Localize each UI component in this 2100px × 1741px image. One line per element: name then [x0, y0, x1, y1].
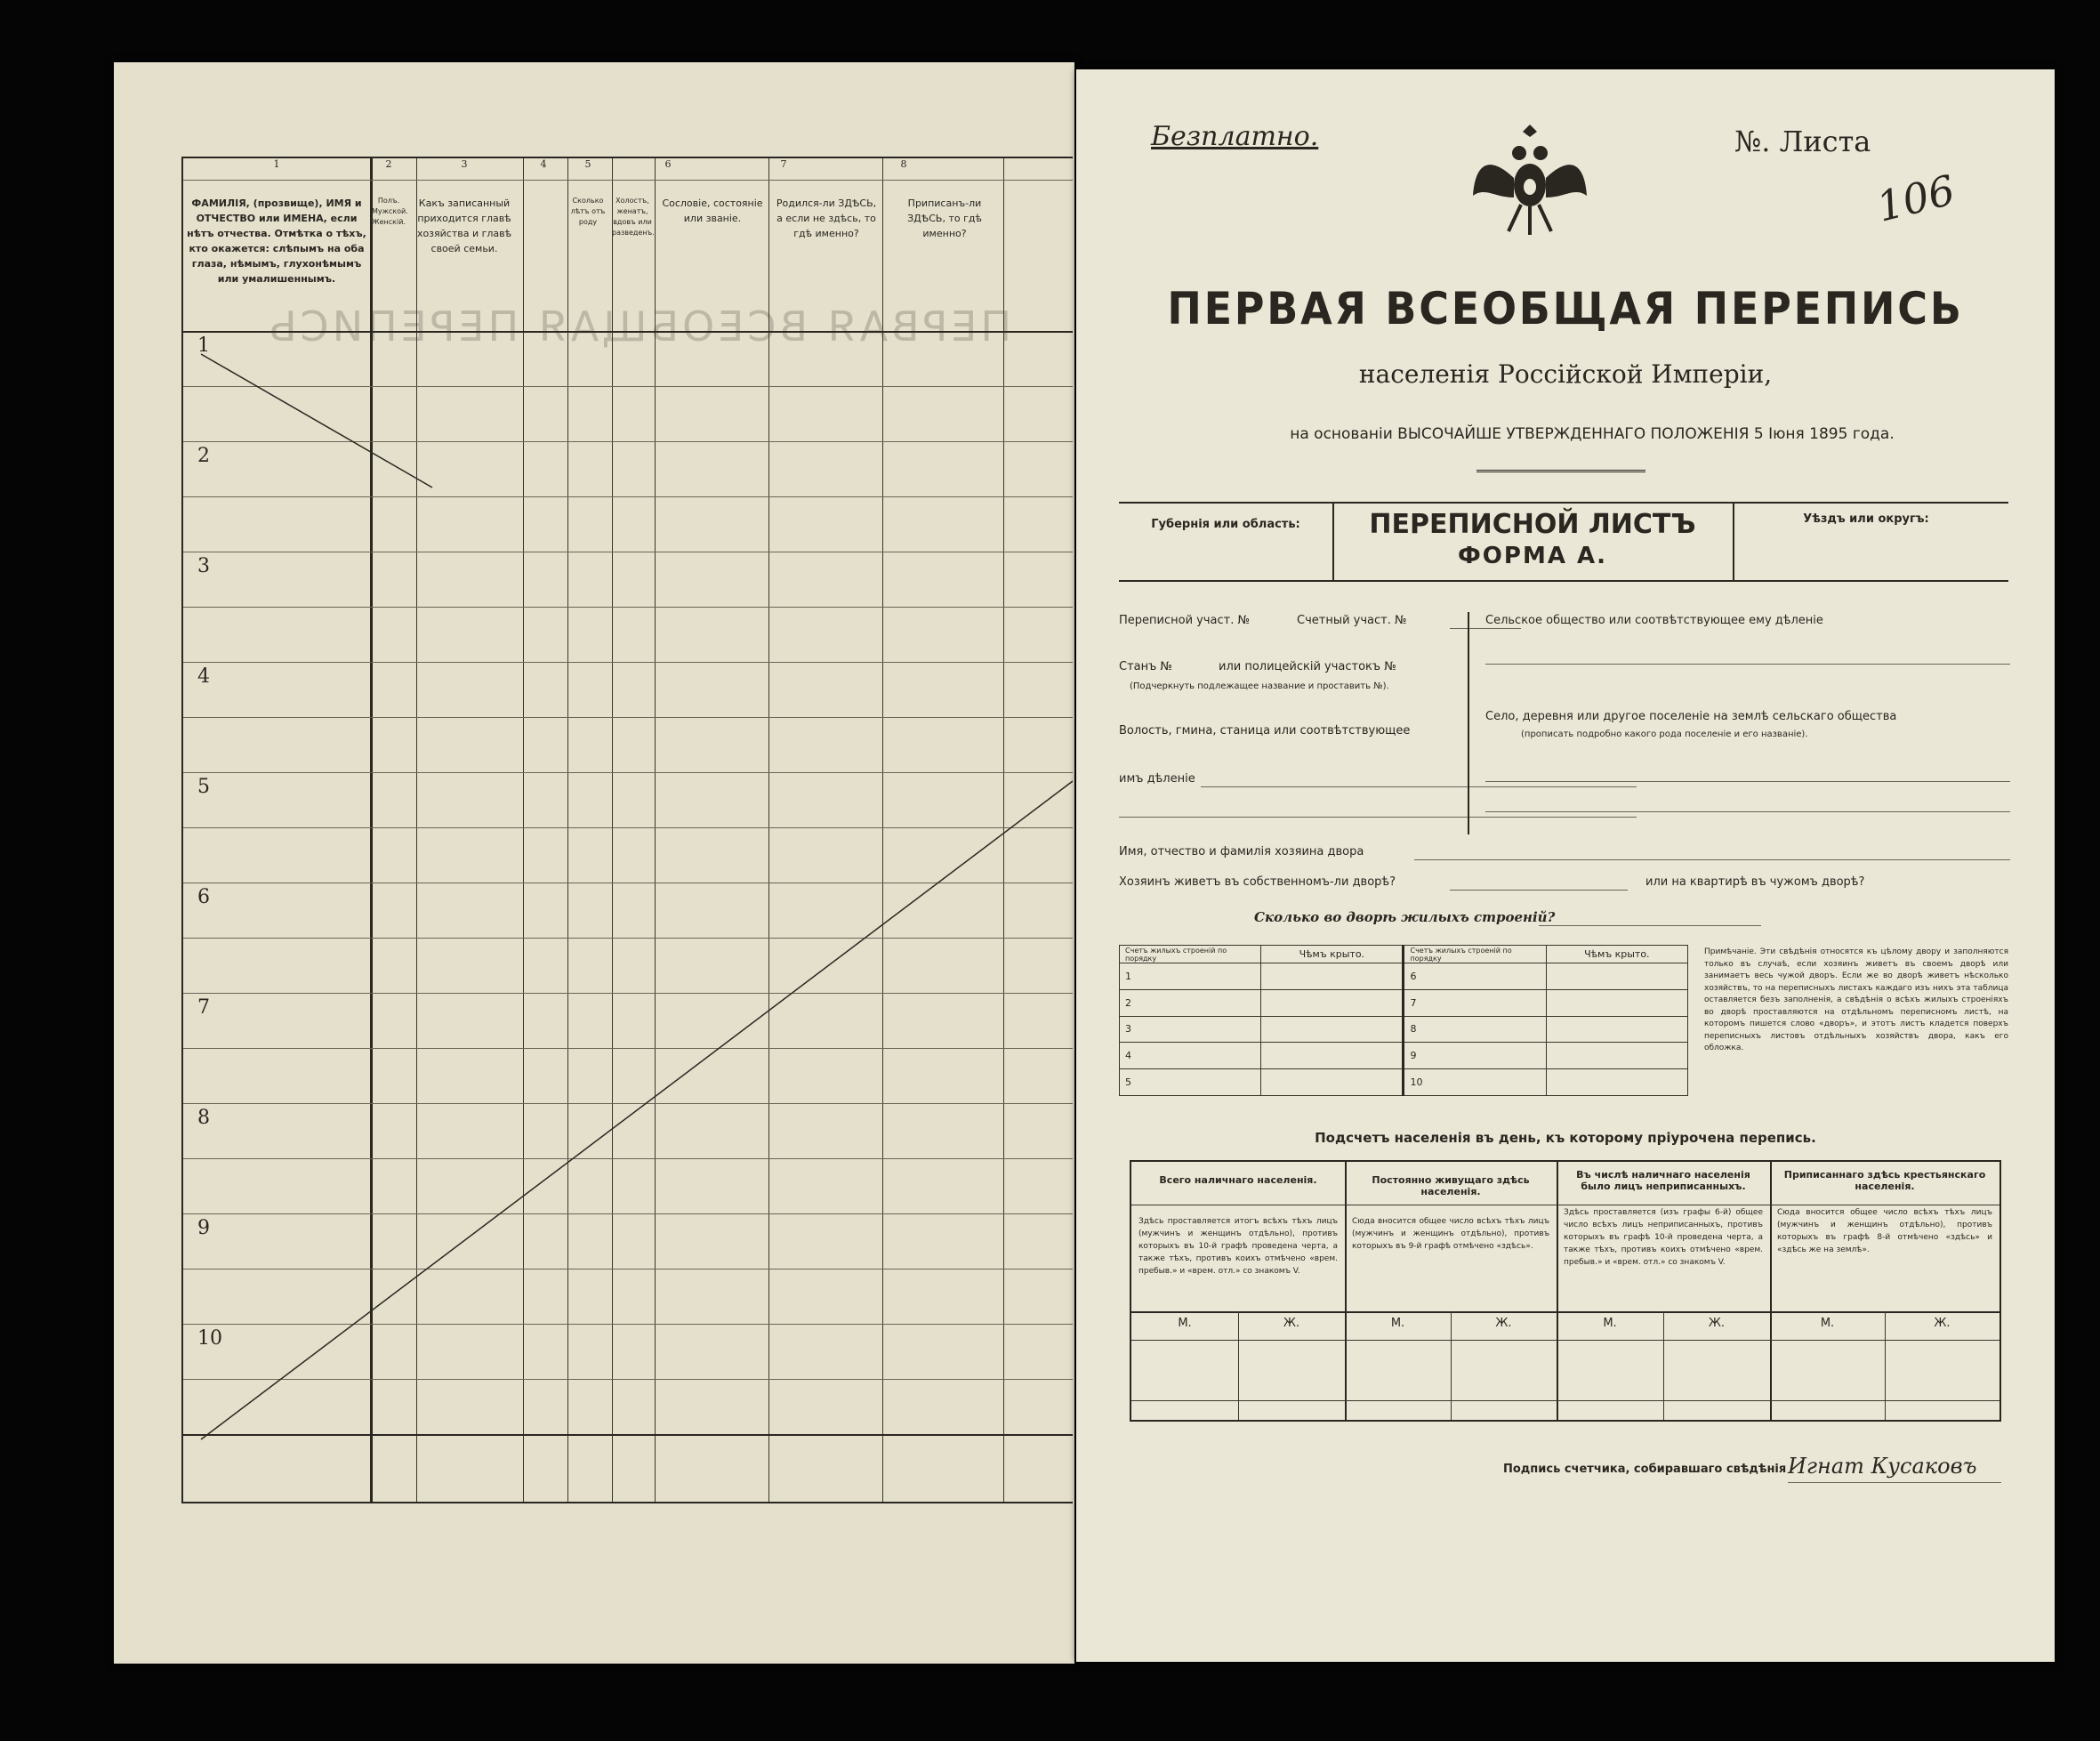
tally-column-desc: Сюда вносится общее число всѣхъ тѣхъ лицъ (мужчинъ и женщинъ отдѣльно), противъ которыхъ въ графѣ 8-й отмѣчено «здѣсь» и «здѣсь же на землѣ».	[1777, 1208, 1992, 1254]
male-label: М.	[1820, 1317, 1835, 1330]
own-yard-label: Хозяинъ живетъ въ собственномъ-ли дворѣ?	[1119, 875, 1396, 889]
column-header-age: Сколько лѣтъ отъ роду	[570, 197, 606, 226]
row-number: 5	[197, 776, 210, 798]
column-header-relation: Какъ записанный приходится главѣ хозяйства и главѣ своей семьи.	[416, 197, 512, 254]
female-label: Ж.	[1495, 1317, 1512, 1330]
village-instruction: (прописать подробно какого рода поселеніе и его названіе).	[1521, 729, 1808, 739]
column-number: 7	[780, 158, 787, 170]
row-number: 6	[197, 886, 210, 908]
column-header-marital: Холостъ, женатъ, вдовъ или разведенъ.	[612, 197, 655, 237]
male-label: М.	[1603, 1317, 1617, 1330]
building-row-number: 4	[1120, 1043, 1261, 1069]
census-grid	[181, 157, 1073, 1503]
building-row-number: 2	[1120, 989, 1261, 1016]
female-label: Ж.	[1283, 1317, 1300, 1330]
column-number: 6	[664, 158, 672, 170]
title-divider	[1476, 470, 1645, 472]
stan-label: Станъ №	[1119, 660, 1172, 673]
tally-column	[1557, 1162, 1772, 1420]
building-row-number: 5	[1120, 1069, 1261, 1096]
sheet-number-label: №. Листа	[1734, 125, 1871, 158]
buildings-note: Примѣчаніе. Эти свѣдѣнія относятся къ цѣлому двору и заполняются только въ случаѣ, если хозяинъ живетъ въ своемъ дворѣ или занимаетъ весь чужой дворъ. Если же во дворѣ живетъ нѣсколько хозяйствъ, то на переписныхъ листахъ каждаго изъ нихъ эта таблица оставляется безъ заполненія, а свѣдѣнія о всѣхъ жилыхъ строеніяхъ во дворѣ проставляются на отдѣльномъ переписномъ листѣ, на которомъ пишется слово «дворъ», и этотъ листъ кладется поверхъ переписныхъ листовъ отдѣльныхъ хозяйствъ двора, какъ его обложка.	[1704, 947, 2008, 1052]
document-subtitle: населенія Россійской Имперіи,	[1358, 359, 1773, 389]
column-header-sex: Полъ. Мужской. Женскій.	[372, 197, 408, 226]
owner-line-label: Имя, отчество и фамилія хозяина двора	[1119, 845, 1364, 858]
column-header-registered: Приписанъ-ли ЗДѢСЬ, то гдѣ именно?	[907, 197, 982, 239]
tally-column	[1131, 1162, 1347, 1420]
building-row-number: 3	[1120, 1016, 1261, 1043]
female-label: Ж.	[1708, 1317, 1726, 1330]
buildings-col-header: Счетъ жилыхъ строеній по порядку	[1120, 946, 1261, 963]
signature-label: Подпись счетчика, собиравшаго свѣдѣнія	[1503, 1463, 1787, 1476]
tally-column-desc: Здѣсь проставляется (изъ графы 6-й) общее число всѣхъ лицъ неприписанныхъ, противъ которыхъ въ графѣ 10-й проведена черта, а также тѣхъ, противъ коихъ отмѣчено «врем. пребыв.» и «врем. отл.» со знакомъ V.	[1564, 1208, 1763, 1267]
rural-society-label: Сельское общество или соотвѣтствующее ему дѣленіе	[1485, 614, 1823, 627]
tally-table	[1130, 1160, 2001, 1422]
form-header-band	[1119, 502, 2008, 582]
male-label: М.	[1390, 1317, 1405, 1330]
show-through-text: ПЕРВАЯ ВСЕОБЩАЯ ПЕРЕПИСЬ	[265, 302, 1012, 351]
form-subtitle: ФОРМА А.	[1458, 543, 1607, 569]
right-page	[1076, 69, 2055, 1662]
row-number: 7	[197, 996, 210, 1019]
police-section-label: или полицейскій участокъ №	[1219, 660, 1396, 673]
male-label: М.	[1178, 1317, 1192, 1330]
counting-section-label: Счетный участ. №	[1297, 614, 1407, 627]
row-number: 1	[197, 334, 210, 357]
column-number: 3	[461, 158, 468, 170]
field-divider	[1468, 612, 1469, 834]
counter-signature: Игнат Кусаковъ	[1788, 1454, 1977, 1479]
tally-column-head: Постоянно живущаго здѣсь населенія.	[1372, 1174, 1530, 1197]
column-number: 8	[900, 158, 907, 170]
row-number: 9	[197, 1217, 210, 1239]
village-label: Село, деревня или другое поселеніе на землѣ сельскаго общества	[1485, 710, 1897, 723]
tally-column-head: Всего наличнаго населенія.	[1159, 1174, 1317, 1186]
tally-heading: Подсчетъ населенія въ день, къ которому пріурочена перепись.	[1315, 1130, 1816, 1146]
row-number: 2	[197, 445, 210, 467]
building-row-number: 10	[1404, 1069, 1546, 1096]
female-label: Ж.	[1934, 1317, 1951, 1330]
form-title: ПЕРЕПИСНОЙ ЛИСТЪ	[1369, 509, 1696, 540]
column-number: 4	[540, 158, 547, 170]
census-section-label: Переписной участ. №	[1119, 614, 1250, 627]
volost-label: Волость, гмина, станица или соотвѣтствующее	[1119, 724, 1411, 738]
division-label: имъ дѣленіе	[1119, 772, 1195, 786]
building-row-number: 8	[1404, 1016, 1546, 1043]
tally-column-desc: Сюда вносится общее число всѣхъ тѣхъ лицъ (мужчинъ и женщинъ отдѣльно), противъ которыхъ въ 9-й графѣ отмѣчено «здѣсь».	[1352, 1217, 1549, 1251]
column-header-birthplace: Родился-ли ЗДѢСЬ, а если не здѣсь, то гдѣ именно?	[776, 197, 877, 239]
building-row-number: 6	[1404, 963, 1546, 990]
district-label: Уѣздъ или округъ:	[1803, 512, 1929, 526]
left-page	[114, 62, 1074, 1664]
tally-column-head: Приписаннаго здѣсь крестьянскаго населенія.	[1783, 1169, 1986, 1192]
coat-of-arms-emblem	[1468, 116, 1592, 240]
rented-yard-label: или на квартирѣ въ чужомъ дворѣ?	[1645, 875, 1865, 889]
building-row-number: 7	[1404, 989, 1546, 1016]
handwritten-sheet-number: 106	[1871, 165, 1960, 231]
building-row-number: 1	[1120, 963, 1261, 990]
tally-column	[1345, 1162, 1558, 1420]
row-number: 3	[197, 555, 210, 577]
column-number: 5	[584, 158, 591, 170]
buildings-question: Сколько во дворѣ жилыхъ строеній?	[1254, 909, 1556, 925]
buildings-table	[1119, 945, 1688, 1096]
column-number: 1	[273, 158, 280, 170]
tally-column-head: Въ числѣ наличнаго населенія было лицъ неприписанныхъ.	[1576, 1169, 1750, 1192]
free-label: Безплатно.	[1151, 121, 1319, 152]
document-title: ПЕРВАЯ ВСЕОБЩАЯ ПЕРЕПИСЬ	[1167, 283, 1964, 334]
underline-instruction: (Подчеркнуть подлежащее название и проставить №).	[1130, 681, 1389, 691]
cancellation-strokes	[183, 158, 1073, 1502]
roof-col-header: Чѣмъ крыто.	[1261, 946, 1404, 963]
column-number: 2	[385, 158, 392, 170]
buildings-col-header: Счетъ жилыхъ строеній по порядку	[1404, 946, 1546, 963]
province-label: Губернія или область:	[1151, 518, 1300, 531]
tally-column-desc: Здѣсь проставляется итогъ всѣхъ тѣхъ лицъ (мужчинъ и женщинъ отдѣльно), противъ которыхъ въ 10-й графѣ проведена черта, а также тѣхъ, противъ коихъ отмѣчено «врем. пребыв.» и «врем. отл.» со знакомъ V.	[1139, 1217, 1338, 1276]
row-number: 4	[197, 665, 210, 688]
row-number: 10	[197, 1327, 222, 1350]
building-row-number: 9	[1404, 1043, 1546, 1069]
basis-line: на основаніи ВЫСОЧАЙШЕ УТВЕРЖДЕННАГО ПОЛОЖЕНІЯ 5 Іюня 1895 года.	[1290, 425, 1895, 443]
row-number: 8	[197, 1107, 210, 1129]
roof-col-header: Чѣмъ крыто.	[1546, 946, 1687, 963]
column-header-name: ФАМИЛІЯ, (прозвище), ИМЯ и ОТЧЕСТВО или ИМЕНА, если нѣтъ отчества. Отмѣтка о тѣхъ, кто окажется: слѣпымъ на оба глаза, нѣмымъ, глухонѣмымъ или умалишеннымъ.	[187, 197, 366, 285]
column-header-estate: Сословіе, состояніе или званіе.	[662, 197, 763, 224]
